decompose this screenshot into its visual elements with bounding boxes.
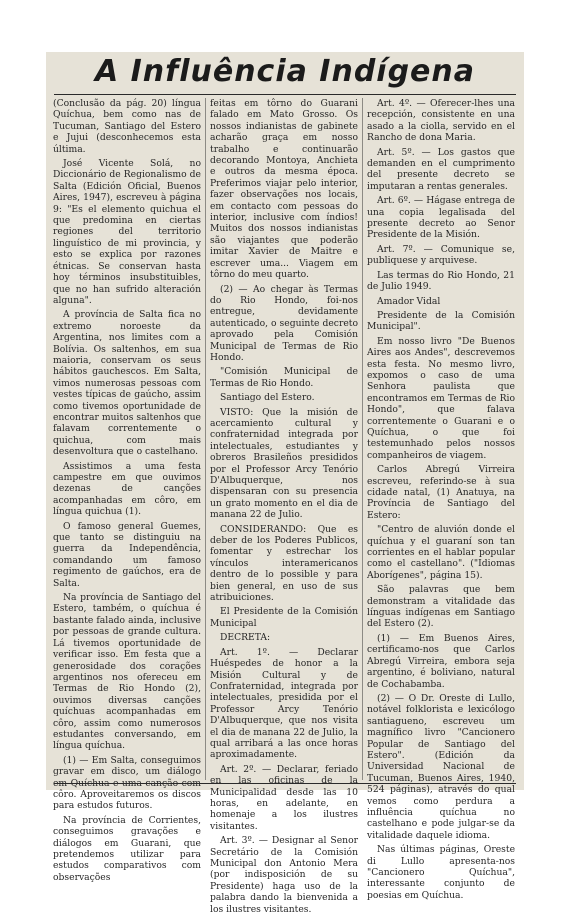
signatory-name: Amador Vidal: [377, 295, 441, 307]
article-column-1: [53, 98, 201, 883]
decree-article-1: Art. 1º. — Declarar Huéspedes de honor a la Misión Cultural y de Confraternidad, integrada por intelectuales, presidida por el Professor Arcy Tenório D'Albuquerque, que nos visita el dia de manana 22 de Julio, la qual arribará a las once horas aproximadamente.: [210, 646, 358, 761]
headline-rule: [54, 94, 516, 95]
paragraph: Nas últimas páginas, Oreste di Lullo apresenta-nos "Cancionero Quíchua", interessante conjunto de poesias em Quíchua.: [367, 844, 515, 901]
paragraph: Em nosso livro "De Buenos Aires aos Andes", descrevemos esta festa. No mesmo livro, expomos o caso de uma Senhora paulista que encontramos em Termas de Rio Hondo", que falava correntemente o Guarani e o Quíchua, o que foi testemunhado pelos nossos companheiros de viagem.: [367, 335, 515, 461]
column-divider: [362, 98, 363, 780]
newspaper-clipping: [46, 52, 524, 915]
decree-place: Santiago del Estero.: [220, 392, 315, 404]
article-headline: A Influência Indígena: [94, 54, 476, 89]
decree-considerando: CONSIDERANDO: Que es deber de los Poderes Publicos, fomentar y estrechar los vínculos interamericanos dentro de lo possible y para bien general, en uso de sus atribuiciones.: [210, 523, 358, 604]
footnote: (2) — O Dr. Oreste di Lullo, notável folklorista e lexicólogo santiagueno, escreveu um magnífico livro "Cancionero Popular de Santiago del Estero". (Edición da Universidad Nacional de Tucuman, Buenos Aires, 1940, 524 páginas), através do qual vemos como perdura a influência quíchua no castelhano e pode julgar-se da vitalidade daquele idioma.: [367, 692, 515, 841]
paragraph: (Conclusão da pág. 20) língua Quíchua, bem como nas de Tucuman, Santiago del Estero e Jujui (desconhecemos esta última.: [53, 98, 201, 155]
article-column-2: [210, 98, 358, 915]
decree-article-6: Art. 6º. — Hágase entrega de una copia legalisada del presente decreto ao Senor Presidente de la Misión.: [367, 195, 515, 241]
signatory-title: Presidente de la Comisión Municipal".: [367, 309, 515, 333]
quotation: "Centro de aluvión donde el quíchua y el guaraní son tan corrientes en el hablar popular como el castellano". ("Idiomas Aborígenes", página 15).: [367, 524, 515, 581]
paragraph: José Vicente Solá, no Diccionário de Regionalismo de Salta (Edición Oficial, Buenos Aires, 1947), escreveu à página 9: "Es el elemento quichua el que predomina en ciertas regiones del territorio linguístico de mi provincia, y esto se explica por razones étnicas. Se conservan hasta hoy términos insubstituibles, que no han sufrido alteración alguna".: [53, 158, 201, 306]
paragraph: São palavras que bem demonstram a vitalidade das línguas indígenas em Santiago del Estero (2).: [367, 584, 515, 630]
decree-visto: VISTO: Que la misión de acercamiento cultural y confraternidad integrada por intelectuales, estudiantes y obreros Brasileños presididos por el Professor Arcy Tenório D'Albuquerque, nos dispensaran con su presencia un grato momento en el dia de manana 22 de Julio.: [210, 406, 358, 521]
paragraph: O famoso general Guemes, que tanto se distinguiu na guerra da Independência, comandando um famoso regimento de gaúchos, era de Salta.: [53, 520, 201, 589]
paragraph: Carlos Abregú Virreira escreveu, referindo-se à sua cidade natal, (1) Anatuya, na Província de Santiago del Estero:: [367, 464, 515, 521]
paragraph: Assistimos a uma festa campestre em que ouvimos dezenas de canções acompanhadas em côro, em língua quichua (1).: [53, 460, 201, 518]
paragraph: Na província de Corrientes, conseguimos gravações e diálogos em Guarani, que pretendemos utilizar para estudos comparativos com observações: [53, 814, 201, 883]
footnote: (1) — Em Salta, conseguimos gravar em disco, um diálogo em Quíchua e uma canção com côro. Aproveitaremos os discos para estudos futuros.: [53, 754, 201, 812]
column-divider: [205, 98, 206, 780]
decree-article-5: Art. 5º. — Los gastos que demanden en el cumprimento del presente decreto se imputaran a rentas generales.: [367, 146, 515, 192]
article-column-3: [367, 98, 515, 901]
decree-decreta: DECRETA:: [220, 632, 271, 644]
paragraph: feitas em tôrno do Guarani falado em Mato Grosso. Os nossos indianistas de gabinete acharão graça em nosso trabalho e continuarão decorando Montoya, Anchieta e outros da mesma época. Preferimos viajar pelo interior, fazer observações nos locais, em contacto com pessoas do interior, inclusive com índios! Muitos dos nossos indianistas são viajantes que poderão imitar Xavier de Maitre e escrever uma... Viagem em tôrno do meu quarto.: [210, 98, 358, 281]
paragraph: A província de Salta fica no extremo noroeste da Argentina, nos limites com a Bolívia. Os saltenhos, em sua maioria, conservam os seus hábitos gauchescos. Em Salta, vimos numerosas pessoas com vestes típicas de gaúcho, assim como tivemos oportunidade de encontrar muitos saltenhos que falavam correntemente o quichua, com mais desenvoltura que o castelhano.: [53, 309, 201, 458]
decree-article-4: Art. 4º. — Oferecer-lhes una recepción, consistente en una asado a la ciolla, servido en el Rancho de dona Maria.: [367, 98, 515, 144]
decree-president: El Presidente de la Comisión Municipal: [210, 606, 358, 629]
decree-article-2: Art. 2º. — Declarar, feriado en las oficinas de la Municipalidad desde las 10 horas, en adelante, en homenaje a los ilustres visitantes.: [210, 763, 358, 832]
decree-article-7: Art. 7º. — Comunique se, publiquese y arquivese.: [367, 243, 515, 267]
footnote: (1) — Em Buenos Aires, certificamo-nos que Carlos Abregú Virreira, embora seja argentino, é boliviano, natural de Cochabamba.: [367, 632, 515, 690]
decree-date: Las termas do Rio Hondo, 21 de Julio 1949.: [367, 269, 515, 293]
footnote: (2) — Ao chegar às Termas do Rio Hondo, foi-nos entregue, devidamente autenticado, o seguinte decreto aprovado pela Comisión Municipal de Termas de Rio Hondo.: [210, 283, 358, 363]
bottom-rule: [54, 783, 516, 784]
decree-heading: "Comisión Municipal de Termas de Rio Hondo.: [210, 366, 358, 389]
decree-article-3: Art. 3º. — Designar al Senor Secretário de la Comisión Municipal don Antonio Mera (por indisposición de su Presidente) haga uso de la palabra dando la bienvenida a los ilustres visitantes.: [210, 835, 358, 915]
paragraph: Na província de Santiago del Estero, também, o quíchua é bastante falado ainda, inclusive por pessoas de grande cultura. Lá tivemos oportunidade de verificar isso. Em festa que a generosidade dos corações argentinos nos ofereceu em Termas de Rio Hondo (2), ouvimos diversas canções quíchuas acompanhadas em côro, assim como numerosos estudantes conversando, em língua quíchua.: [53, 592, 201, 752]
